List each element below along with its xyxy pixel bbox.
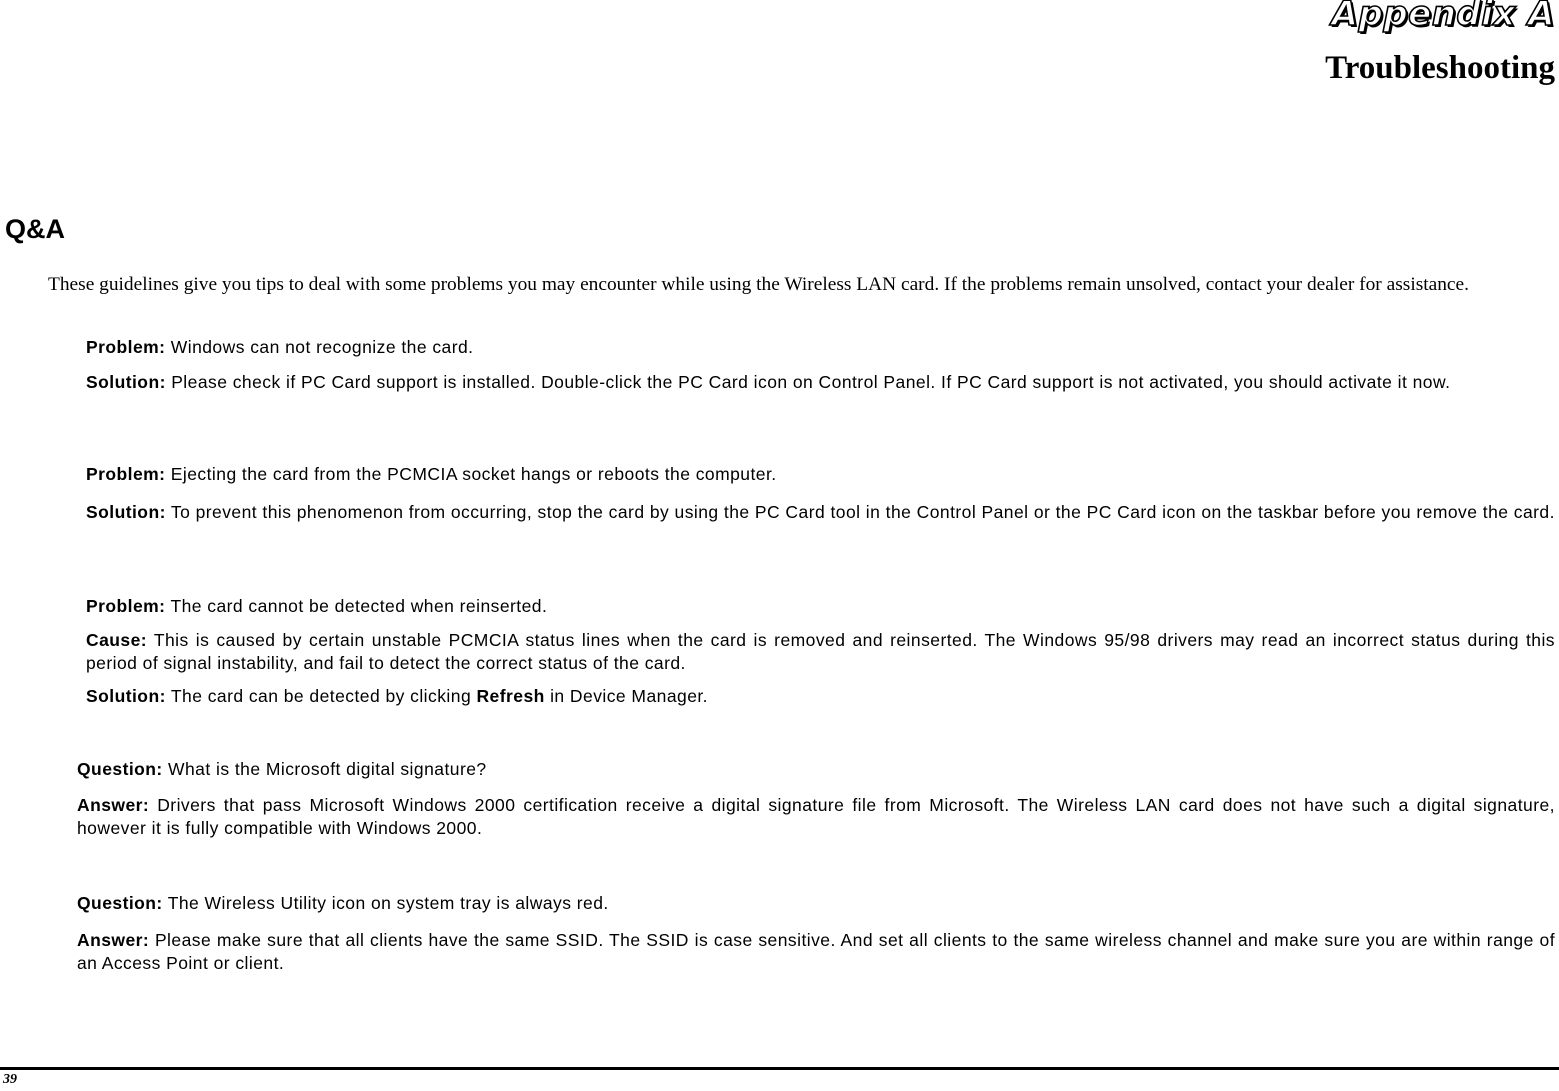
question-1-text: What is the Microsoft digital signature? (168, 759, 487, 779)
solution-3-text-before: The card can be detected by clicking (170, 686, 472, 706)
answer-1 (77, 794, 1555, 840)
answer-2-label: Answer: (77, 930, 150, 950)
solution-2-text: To prevent this phenomenon from occurring, stop the card by using the PC Card tool in the Control Panel or the PC Card icon on the taskbar before you remove the card. (170, 502, 1555, 522)
solution-1-text: Please check if PC Card support is installed. Double-click the PC Card icon on Control Panel. If PC Card support is not activated, you should activate it now. (171, 372, 1451, 392)
problem-1-label: Problem: (86, 337, 166, 357)
question-2-label: Question: (77, 893, 163, 913)
solution-2 (86, 501, 1555, 524)
problem-2-label: Problem: (86, 464, 166, 484)
solution-3-text-after: in Device Manager. (550, 686, 708, 706)
chapter-title: Troubleshooting (1325, 50, 1555, 86)
answer-1-label: Answer: (77, 795, 150, 815)
solution-3 (86, 685, 1555, 708)
problem-3-label: Problem: (86, 596, 166, 616)
page-number: 39 (3, 1072, 17, 1087)
footer-rule (0, 1067, 1559, 1070)
problem-1 (86, 336, 1555, 359)
section-heading: Q&A (5, 214, 65, 244)
answer-2 (77, 929, 1555, 975)
cause-3 (86, 629, 1555, 675)
question-1 (77, 758, 1555, 781)
solution-1-label: Solution: (86, 372, 166, 392)
problem-2 (86, 463, 1555, 486)
cause-3-label: Cause: (86, 630, 148, 650)
problem-2-text: Ejecting the card from the PCMCIA socket hangs or reboots the computer. (170, 464, 777, 484)
answer-2-text: Please make sure that all clients have the same SSID. The SSID is case sensitive. And set all clients to the same wireless channel and make sure you are within range of an Access Point or client. (77, 930, 1556, 973)
solution-3-label: Solution: (86, 686, 166, 706)
question-1-label: Question: (77, 759, 163, 779)
solution-1 (86, 371, 1555, 394)
question-2-text: The Wireless Utility icon on system tray is always red. (167, 893, 609, 913)
cause-3-text: This is caused by certain unstable PCMCIA status lines when the card is removed and reinserted. The Windows 95/98 drivers may read an incorrect status during this period of signal instability, and fail to detect the correct status of the card. (86, 630, 1556, 673)
intro-paragraph: These guidelines give you tips to deal with some problems you may encounter while using the Wireless LAN card. If the problems remain unsolved, contact your dealer for assistance. (48, 274, 1469, 295)
appendix-label: Appendix A (1331, 0, 1555, 34)
problem-3 (86, 595, 1555, 618)
solution-2-label: Solution: (86, 502, 166, 522)
refresh-emphasis: Refresh (476, 686, 545, 706)
problem-1-text: Windows can not recognize the card. (170, 337, 474, 357)
problem-3-text: The card cannot be detected when reinserted. (170, 596, 548, 616)
question-2 (77, 892, 1555, 915)
answer-1-text: Drivers that pass Microsoft Windows 2000 certification receive a digital signature file from Microsoft. The Wireless LAN card does not have such a digital signature, however it is fully compatible with Windows 2000. (77, 795, 1555, 838)
